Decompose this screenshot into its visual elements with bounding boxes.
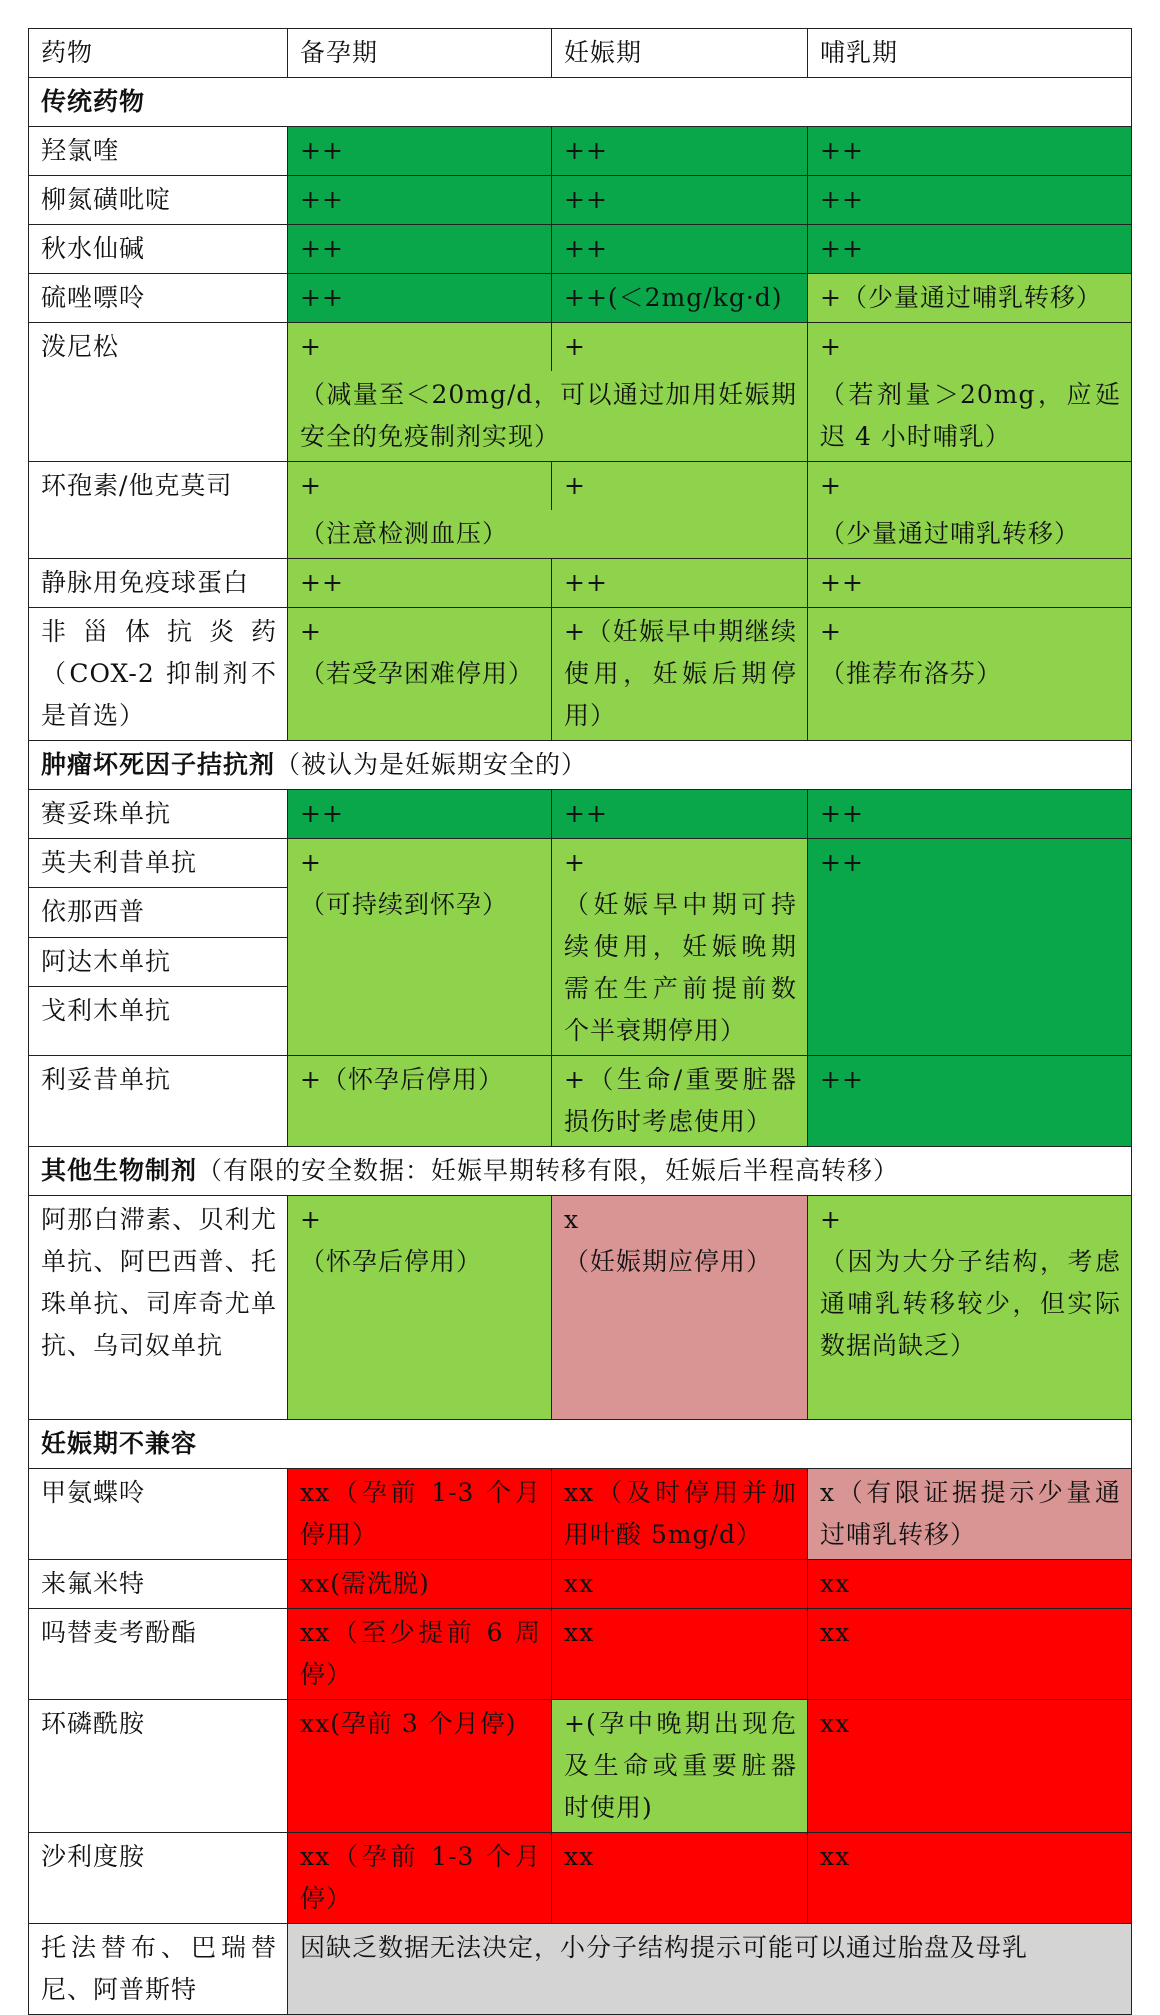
cell-pre: ++ — [288, 559, 552, 608]
table-row — [29, 176, 1132, 225]
section-row — [29, 1147, 1132, 1196]
cell-pre — [288, 608, 552, 741]
table-row — [29, 1924, 1132, 2015]
cell-pre: xx（至少提前 6 周停） — [288, 1609, 552, 1700]
cell-pre-preg-note: （注意检测血压） — [288, 510, 808, 559]
cell-pre-preg-note: （减量至＜20mg/d，可以通过加用妊娠期安全的免疫制剂实现） — [288, 371, 808, 462]
table-row — [29, 462, 1132, 511]
cell-preg: ++ — [552, 225, 808, 274]
drug-name: 静脉用免疫球蛋白 — [29, 559, 288, 608]
drug-name: 非甾体抗炎药（COX-2 抑制剂不是首选） — [29, 608, 288, 741]
drug-name: 英夫利昔单抗 — [29, 839, 288, 888]
drug-name: 依那西普 — [29, 888, 288, 937]
cell-preg: +（生命/重要脏器损伤时考虑使用） — [552, 1056, 808, 1147]
header-row — [29, 29, 1132, 78]
cell-lact: + — [808, 323, 1132, 372]
table-row — [29, 127, 1132, 176]
section-title: 妊娠期不兼容 — [41, 1429, 198, 1458]
drug-name: 阿那白滞素、贝利尤单抗、阿巴西普、托珠单抗、司库奇尤单抗、乌司奴单抗 — [29, 1196, 288, 1420]
cell-lact: xx — [808, 1833, 1132, 1924]
cell-pre — [288, 839, 552, 1056]
cell-pre — [288, 1196, 552, 1420]
header-pre-pregnancy: 备孕期 — [288, 29, 552, 78]
table-row — [29, 559, 1132, 608]
cell-lact-note: （推荐布洛芬） — [820, 659, 1003, 688]
cell-lact: x（有限证据提示少量通过哺乳转移） — [808, 1469, 1132, 1560]
cell-preg: xx（及时停用并加用叶酸 5mg/d） — [552, 1469, 808, 1560]
cell-lact: ++ — [808, 176, 1132, 225]
cell-preg — [552, 839, 808, 1056]
cell-lact: ++ — [808, 559, 1132, 608]
drug-name: 柳氮磺吡啶 — [29, 176, 288, 225]
cell-pre-mark: + — [300, 1205, 322, 1234]
cell-lact: ++ — [808, 127, 1132, 176]
cell-pre-mark: + — [300, 848, 322, 877]
drug-name: 阿达木单抗 — [29, 937, 288, 986]
cell-pre: ++ — [288, 274, 552, 323]
cell-lact — [808, 1196, 1132, 1420]
table-row — [29, 1833, 1132, 1924]
section-traditional — [29, 78, 1132, 127]
cell-lact: ++ — [808, 1056, 1132, 1147]
cell-preg: xx — [552, 1833, 808, 1924]
cell-pre-note: （怀孕后停用） — [300, 1247, 483, 1276]
cell-pre: + — [288, 323, 552, 372]
cell-lact-mark: + — [820, 1205, 842, 1234]
table-row — [29, 274, 1132, 323]
drug-name: 泼尼松 — [29, 323, 288, 462]
cell-lact: xx — [808, 1609, 1132, 1700]
cell-preg: ++ — [552, 790, 808, 839]
drug-name: 环磷酰胺 — [29, 1700, 288, 1833]
cell-preg-mark: + — [564, 848, 586, 877]
cell-preg: xx — [552, 1560, 808, 1609]
header-drug: 药物 — [29, 29, 288, 78]
cell-lact-mark: + — [820, 617, 842, 646]
header-pregnancy: 妊娠期 — [552, 29, 808, 78]
cell-undetermined: 因缺乏数据无法决定，小分子结构提示可能可以通过胎盘及母乳 — [288, 1924, 1132, 2015]
cell-lact: xx — [808, 1560, 1132, 1609]
section-note: （有限的安全数据：妊娠早期转移有限，妊娠后半程高转移） — [197, 1156, 900, 1185]
table-row — [29, 323, 1132, 372]
section-title: 其他生物制剂 — [41, 1156, 198, 1185]
section-tnf — [29, 741, 1132, 790]
drug-name: 羟氯喹 — [29, 127, 288, 176]
cell-pre: + — [288, 462, 552, 511]
cell-pre-note: （若受孕困难停用） — [300, 659, 535, 688]
drug-name: 来氟米特 — [29, 1560, 288, 1609]
cell-lact-note: （因为大分子结构，考虑通哺乳转移较少，但实际数据尚缺乏） — [820, 1247, 1121, 1360]
drug-name: 环孢素/他克莫司 — [29, 462, 288, 559]
drug-name: 沙利度胺 — [29, 1833, 288, 1924]
cell-lact: ++ — [808, 790, 1132, 839]
cell-preg-mark: x — [564, 1205, 580, 1234]
cell-preg-note: （妊娠早中期可持续使用，妊娠晚期需在生产前提前数个半衰期停用） — [564, 890, 797, 1045]
section-row — [29, 1420, 1132, 1469]
table-row — [29, 1560, 1132, 1609]
section-row — [29, 741, 1132, 790]
table-row — [29, 225, 1132, 274]
table-row — [29, 608, 1132, 741]
cell-pre: ++ — [288, 127, 552, 176]
cell-pre: ++ — [288, 790, 552, 839]
cell-preg — [552, 1196, 808, 1420]
header-lactation: 哺乳期 — [808, 29, 1132, 78]
table-row — [29, 1609, 1132, 1700]
section-row — [29, 78, 1132, 127]
cell-lact-note: （少量通过哺乳转移） — [808, 510, 1132, 559]
cell-pre: xx（孕前 1-3 个月停用） — [288, 1469, 552, 1560]
cell-preg: + — [552, 323, 808, 372]
cell-pre-mark: + — [300, 617, 322, 646]
cell-pre: xx(需洗脱) — [288, 1560, 552, 1609]
section-other-bio — [29, 1147, 1132, 1196]
cell-preg-note: （妊娠期应停用） — [564, 1247, 773, 1276]
cell-pre: +（怀孕后停用） — [288, 1056, 552, 1147]
drug-name: 甲氨蝶呤 — [29, 1469, 288, 1560]
cell-lact: +（少量通过哺乳转移） — [808, 274, 1132, 323]
table-row — [29, 1056, 1132, 1147]
cell-preg: + — [552, 462, 808, 511]
cell-preg: xx — [552, 1609, 808, 1700]
cell-preg: ++(＜2mg/kg·d) — [552, 274, 808, 323]
cell-lact: xx — [808, 1700, 1132, 1833]
cell-pre-note: （可持续到怀孕） — [300, 890, 509, 919]
cell-lact — [808, 608, 1132, 741]
cell-lact: ++ — [808, 225, 1132, 274]
section-title: 肿瘤坏死因子拮抗剂 — [41, 750, 276, 779]
section-incompatible — [29, 1420, 1132, 1469]
cell-preg: +（妊娠早中期继续使用，妊娠后期停用） — [552, 608, 808, 741]
table-row — [29, 1700, 1132, 1833]
cell-pre: xx（孕前 1-3 个月停） — [288, 1833, 552, 1924]
drug-name: 赛妥珠单抗 — [29, 790, 288, 839]
cell-pre: ++ — [288, 176, 552, 225]
drug-name: 戈利木单抗 — [29, 987, 288, 1056]
table-row — [29, 1469, 1132, 1560]
cell-lact-note: （若剂量＞20mg，应延迟 4 小时哺乳） — [808, 371, 1132, 462]
section-note: （被认为是妊娠期安全的） — [275, 750, 588, 779]
drug-name: 托法替布、巴瑞替尼、阿普斯特 — [29, 1924, 288, 2015]
drug-safety-table — [28, 28, 1132, 2015]
cell-preg: +(孕中晚期出现危及生命或重要脏器时使用) — [552, 1700, 808, 1833]
table-row — [29, 790, 1132, 839]
cell-preg: ++ — [552, 559, 808, 608]
table-row — [29, 1196, 1132, 1420]
drug-name: 硫唑嘌呤 — [29, 274, 288, 323]
drug-name: 吗替麦考酚酯 — [29, 1609, 288, 1700]
table-row — [29, 839, 1132, 888]
drug-name: 利妥昔单抗 — [29, 1056, 288, 1147]
cell-lact: ++ — [808, 839, 1132, 1056]
section-title: 传统药物 — [41, 87, 146, 116]
cell-preg: ++ — [552, 127, 808, 176]
cell-preg: ++ — [552, 176, 808, 225]
cell-lact: + — [808, 462, 1132, 511]
cell-pre: ++ — [288, 225, 552, 274]
cell-pre: xx(孕前 3 个月停) — [288, 1700, 552, 1833]
drug-name: 秋水仙碱 — [29, 225, 288, 274]
